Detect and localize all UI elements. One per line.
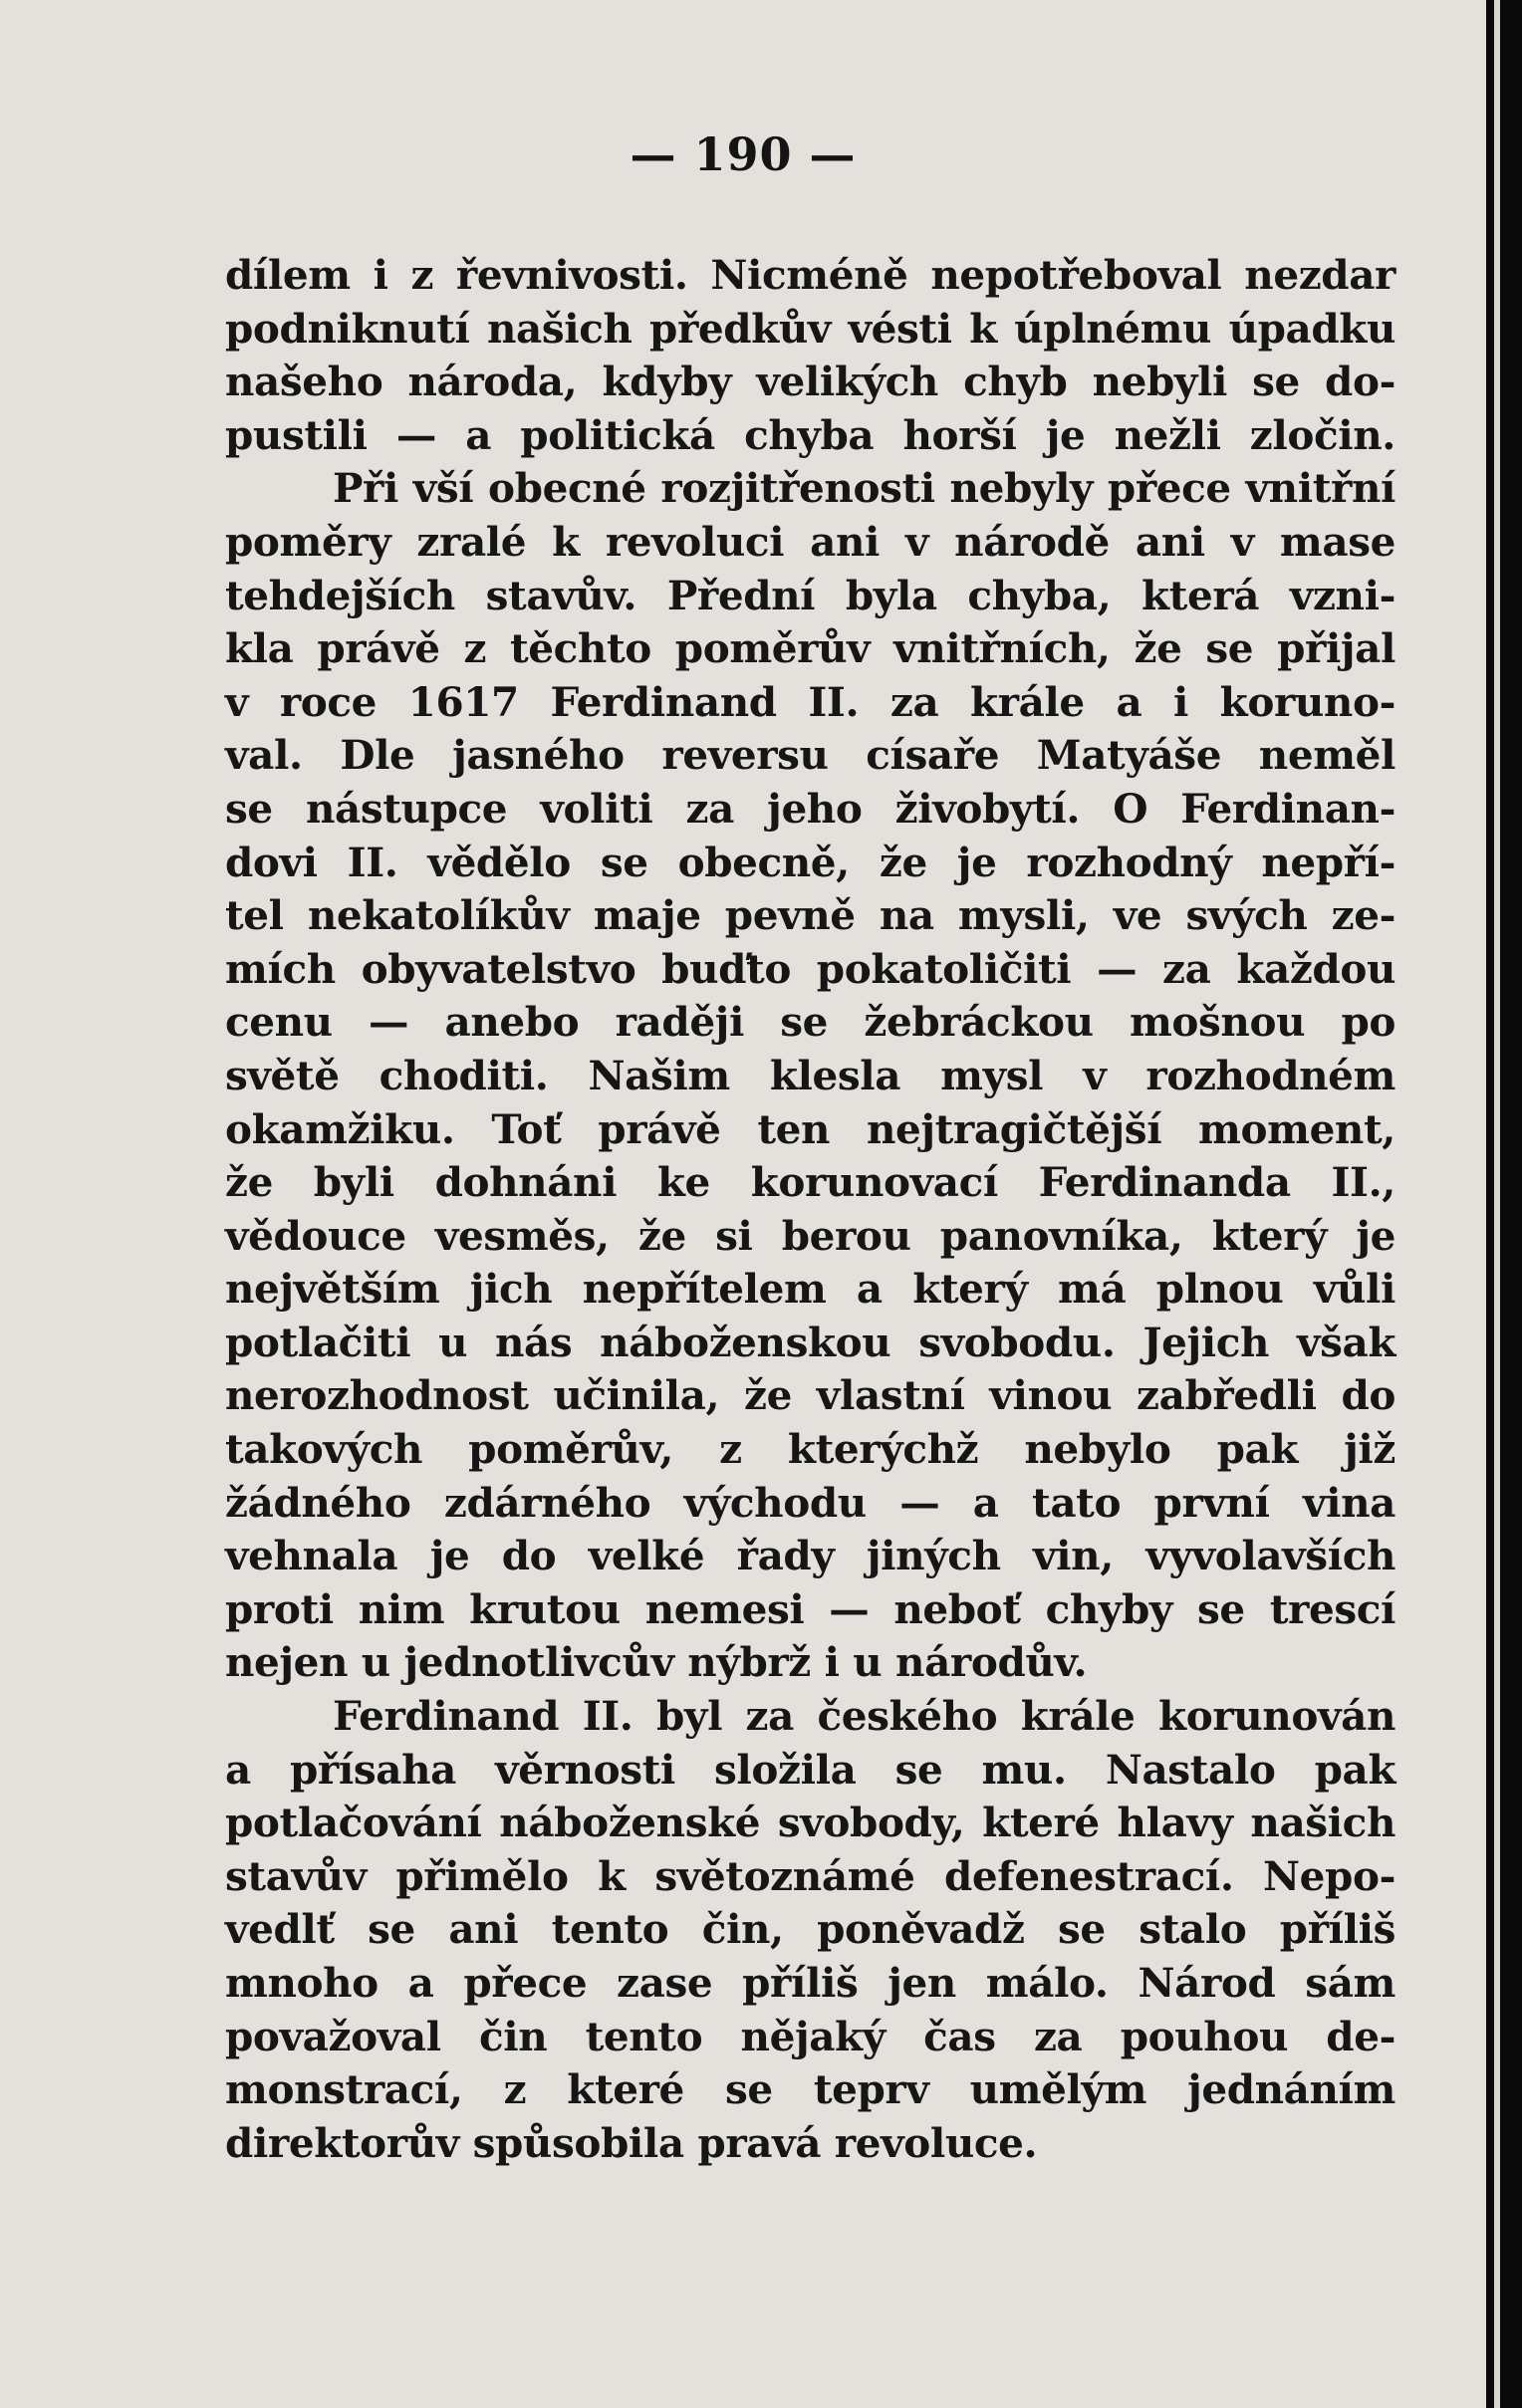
text-line: žádného zdárného východu — a tato první vina [225, 1478, 1395, 1527]
text-line: kla právě z těchto poměrův vnitřních, že se přijal [225, 624, 1395, 673]
text-line: vehnala je do velké řady jiných vin, vyvolavších [225, 1532, 1395, 1580]
text-line: direktorův spůsobila pravá revoluce. [225, 2118, 1038, 2167]
text-line: se nástupce voliti za jeho živobytí. O Ferdinan- [225, 784, 1395, 833]
text-line: podniknutí našich předkův vésti k úplnému úpadku [225, 304, 1395, 353]
text-line: dílem i z řevnivosti. Nicméně nepotřeboval nezdar [225, 251, 1395, 299]
text-line: cenu — anebo raději se žebráckou mošnou po [225, 998, 1395, 1047]
text-line: tehdejších stavův. Přední byla chyba, která vzni- [225, 571, 1395, 619]
text-line: Ferdinand II. byl za českého krále korunován [333, 1692, 1395, 1741]
text-line: monstrací, z které se teprv umělým jednáním [225, 2065, 1395, 2114]
text-line: vědouce vesměs, že si berou panovníka, který je [225, 1211, 1395, 1260]
scan-edge-line [1494, 0, 1500, 2408]
text-line: okamžiku. Toť právě ten nejtragičtější moment, [225, 1104, 1395, 1153]
text-line: vedlť se ani tento čin, poněvadž se stalo příliš [225, 1905, 1395, 1954]
text-line: našeho národa, kdyby velikých chyb nebyli se do- [225, 358, 1395, 406]
text-line: v roce 1617 Ferdinand II. za krále a i koruno- [225, 677, 1395, 726]
text-line: a přísaha věrnosti složila se mu. Nastalo pak [225, 1745, 1395, 1794]
scan-edge [1486, 0, 1522, 2408]
text-line: nerozhodnost učinila, že vlastní vinou zabředli do [225, 1371, 1395, 1420]
text-line: mích obyvatelstvo buďto pokatoličiti — za každou [225, 944, 1395, 993]
text-line: proti nim krutou nemesi — neboť chyby se trescí [225, 1584, 1395, 1633]
text-line: tel nekatolíkův maje pevně na mysli, ve svých ze- [225, 891, 1395, 940]
text-line: mnoho a přece zase příliš jen málo. Národ sám [225, 1959, 1395, 2007]
text-line: val. Dle jasného reversu císaře Matyáše neměl [225, 731, 1395, 780]
text-line: stavův přimělo k světoznámé defenestrací. Nepo- [225, 1851, 1395, 1900]
text-line: největším jich nepřítelem a který má plnou vůli [225, 1265, 1395, 1314]
text-line: považoval čin tento nějaký čas za pouhou de- [225, 2012, 1395, 2060]
text-line: že byli dohnáni ke korunovací Ferdinanda II., [225, 1158, 1395, 1207]
text-line: pustili — a politická chyba horší je nežli zločin. [225, 410, 1395, 459]
body-text [225, 249, 1395, 2170]
text-line: světě choditi. Našim klesla mysl v rozhodném [225, 1051, 1395, 1099]
text-line: poměry zralé k revoluci ani v národě ani v mase [225, 517, 1395, 566]
text-line: nejen u jednotlivcův nýbrž i u národův. [225, 1638, 1088, 1687]
text-line: Při vší obecné rozjitřenosti nebyly přece vnitřní [333, 464, 1395, 513]
page-number: — 190 — [630, 127, 857, 181]
text-line: takových poměrův, z kterýchž nebylo pak již [225, 1425, 1395, 1474]
text-line: dovi II. vědělo se obecně, že je rozhodný nepří- [225, 838, 1395, 886]
text-line: potlačiti u nás náboženskou svobodu. Jejich však [225, 1318, 1395, 1366]
text-line: potlačování náboženské svobody, které hlavy našich [225, 1799, 1395, 1847]
